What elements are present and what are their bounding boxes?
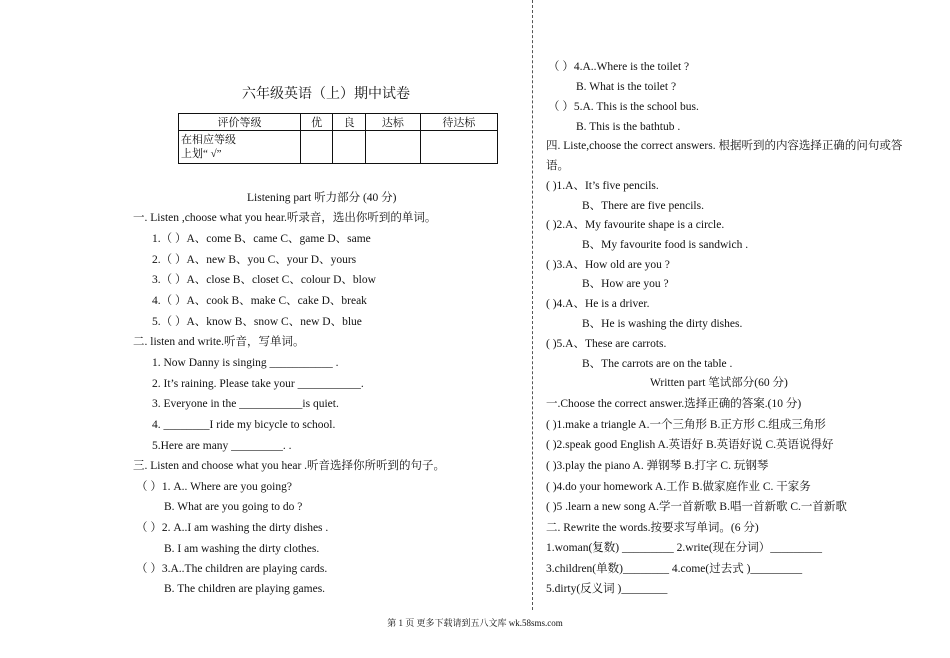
r-line: B. This is the bathtub .	[576, 121, 681, 133]
r-line: ( )3.A、How old are you ?	[546, 259, 670, 271]
r-line: ( )1.make a triangle A.一个三角形 B.正方形 C.组成三角形	[546, 419, 826, 431]
s1-item: 4.（ ）A、cook B、make C、cake D、break	[152, 295, 367, 307]
r-line: ( )3.play the piano A. 弹钢琴 B.打字 C. 玩钢琴	[546, 460, 769, 472]
eval-header-not-pass: 待达标	[420, 114, 497, 131]
eval-row-label-line1: 在相应等级	[181, 134, 236, 146]
r-line: B、He is washing the dirty dishes.	[582, 318, 743, 330]
section2-heading: 二. listen and write.听音，写单词。	[133, 336, 305, 348]
r-line: ( )4.do your homework A.工作 B.做家庭作业 C. 干家务	[546, 481, 811, 493]
written-section2-heading: 二. Rewrite the words.按要求写单词。(6 分)	[546, 522, 759, 534]
r-line: B、My favourite food is sandwich .	[582, 239, 749, 251]
s2-item: 2. It’s raining. Please take your ___________.	[152, 378, 364, 390]
r-line: B、There are five pencils.	[582, 200, 704, 212]
s3-item: B. What are you going to do ?	[164, 501, 303, 513]
section4-heading-cont: 语。	[546, 160, 569, 172]
eval-cell-good[interactable]	[333, 131, 366, 164]
section1-heading: 一. Listen ,choose what you hear.听录音，选出你听到的单词。	[133, 212, 437, 224]
section3-heading: 三. Listen and choose what you hear .听音选择你所听到的句子。	[133, 460, 446, 472]
eval-row-label-line2: 上划“ √”	[181, 148, 222, 160]
eval-cell-excellent[interactable]	[300, 131, 333, 164]
s1-item: 1.（ ）A、come B、came C、game D、same	[152, 233, 371, 245]
r-line: B. What is the toilet ?	[576, 81, 677, 93]
s2-item: 5.Here are many _________. .	[152, 440, 292, 452]
r-line: ( )2.speak good English A.英语好 B.英语好说 C.英语说得好	[546, 439, 834, 451]
s3-item: （ ）2. A..I am washing the dirty dishes .	[136, 522, 329, 534]
s3-item: B. The children are playing games.	[164, 583, 326, 595]
s1-item: 2.（ ）A、new B、you C、your D、yours	[152, 254, 357, 266]
eval-cell-pass[interactable]	[365, 131, 420, 164]
r-line: B、How are you ?	[582, 278, 669, 290]
r-line: ( )1.A、It’s five pencils.	[546, 180, 659, 192]
r-line: 1.woman(复数) _________ 2.write(现在分词）_________	[546, 542, 822, 554]
r-line: ( )4.A、He is a driver.	[546, 298, 650, 310]
page-divider	[532, 0, 533, 610]
written-part-title: Written part 笔试部分(60 分)	[650, 377, 788, 389]
r-line: （ ）5.A. This is the school bus.	[548, 101, 699, 113]
s2-item: 4. ________I ride my bicycle to school.	[152, 419, 336, 431]
eval-header-good: 良	[333, 114, 366, 131]
evaluation-table	[178, 113, 498, 164]
eval-header-pass: 达标	[365, 114, 420, 131]
eval-header-excellent: 优	[300, 114, 333, 131]
eval-header-grade: 评价等级	[179, 114, 301, 131]
page-footer: 第 1 页 更多下载请到五八文库 wk.58sms.com	[387, 618, 563, 628]
s3-item: （ ）1. A.. Where are you going?	[136, 481, 292, 493]
s2-item: 1. Now Danny is singing ___________ .	[152, 357, 339, 369]
r-line: B、The carrots are on the table .	[582, 358, 733, 370]
s1-item: 5.（ ）A、know B、snow C、new D、blue	[152, 316, 362, 328]
r-line: ( )5 .learn a new song A.学一首新歌 B.唱一首新歌 C.一首新歌	[546, 501, 847, 513]
r-line: （ ）4.A..Where is the toilet ?	[548, 61, 690, 73]
s2-item: 3. Everyone in the ___________is quiet.	[152, 398, 339, 410]
exam-title: 六年级英语（上）期中试卷	[242, 87, 410, 102]
listening-title: Listening part 听力部分 (40 分)	[247, 192, 397, 204]
r-line: ( )5.A、These are carrots.	[546, 338, 667, 350]
eval-cell-not-pass[interactable]	[420, 131, 497, 164]
eval-row-label	[179, 131, 301, 164]
r-line: 5.dirty(反义词 )________	[546, 583, 668, 595]
s3-item: （ ）3.A..The children are playing cards.	[136, 563, 328, 575]
r-line: ( )2.A、My favourite shape is a circle.	[546, 219, 725, 231]
s1-item: 3.（ ）A、close B、closet C、colour D、blow	[152, 274, 376, 286]
written-section1-heading: 一.Choose the correct answer.选择正确的答案.(10 分)	[546, 398, 802, 410]
s3-item: B. I am washing the dirty clothes.	[164, 543, 320, 555]
section4-heading: 四. Liste,choose the correct answers. 根据听到的内容选择正确的问句或答	[546, 140, 903, 152]
r-line: 3.children(单数)________ 4.come(过去式 )_________	[546, 563, 803, 575]
